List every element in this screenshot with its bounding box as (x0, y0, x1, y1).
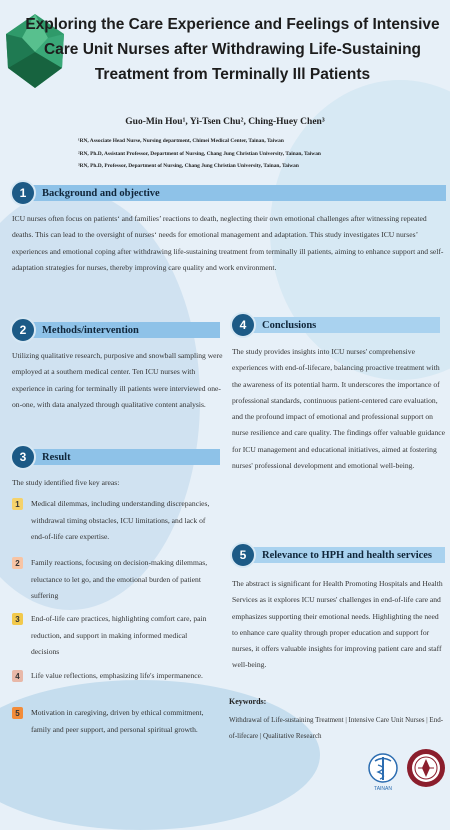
section-methods-header (10, 321, 220, 339)
section-number: 5 (230, 542, 256, 568)
list-item (12, 555, 216, 605)
section-conclusions-header (230, 316, 440, 334)
result-intro: The study identified five key areas: (12, 478, 120, 487)
list-item (12, 668, 216, 685)
list-item-text: End-of-life care practices, highlighting comfort care, pain reduction, and support in making informed medical decisions (31, 614, 207, 656)
methods-body: Utilizing qualitative research, purposive and snowball sampling were employed at a southern medical center. Ten ICU nurses with experience in caring for terminally ill patients were interviewed one-on-one, with data analyzed through qualitative content analysis. (12, 351, 223, 409)
list-number-badge: 4 (12, 670, 23, 682)
section-heading: Relevance to HPH and health services (240, 547, 445, 563)
section-result-header (10, 448, 220, 466)
logo-text: TAINAN (374, 786, 392, 792)
list-number-badge: 5 (12, 707, 23, 719)
section-heading: Result (20, 449, 220, 465)
section-heading: Background and objective (20, 185, 446, 201)
list-item-text: Motivation in caregiving, driven by ethical commitment, family and peer support, and personal spiritual growth. (31, 708, 204, 734)
background-body: ICU nurses often focus on patients‘ and families’ reactions to death, neglecting their own emotional challenges after witnessing repeated deaths. This can lead to the oversight of nurses‘ needs for emotional management and adaptation. This study investigates ICU nurses’ experiences and emotional coping after withdrawing life-sustaining treatment from terminally ill patients, aiming to enhance support and self-adaptation strategies for nurses, thereby improving care quality and work environment. (12, 214, 444, 272)
list-number-badge: 1 (12, 498, 23, 510)
list-number-badge: 2 (12, 557, 23, 569)
section-relevance-header (230, 546, 445, 564)
section-background-header (10, 184, 446, 202)
keywords-text: Withdrawal of Life-sustaining Treatment | Intensive Care Unit Nurses | End-of-lifecare | Qualitative Research (229, 716, 444, 740)
caduceus-logo-icon (365, 752, 401, 792)
list-item (12, 705, 216, 738)
section-heading: Conclusions (240, 317, 440, 333)
background-wave (0, 680, 320, 830)
affiliation-3: ³RN, Ph.D, Professor, Department of Nursing, Chang Jung Christian University, Tainan, Taiwan (78, 163, 299, 169)
list-item (12, 496, 216, 546)
list-number-badge: 3 (12, 613, 23, 625)
conclusions-body: The study provides insights into ICU nurses' comprehensive experiences with end-of-lifecare, balancing proactive treatment with the awareness of its potential harm. It underscores the importance of professional standards, continuous patient-centered care evaluation, and the profound impact of emotional and professional support on nurse resilience and care quality. The findings offer valuable guidance for ICU management and educational initiatives, aimed at fostering nurses' professional development and emotional well-being. (232, 347, 446, 471)
keywords-title: Keywords: (229, 697, 267, 706)
section-number: 1 (10, 180, 36, 206)
list-item-text: Life value reflections, emphasizing life's impermanence. (31, 671, 203, 680)
relevance-body: The abstract is significant for Health Promoting Hospitals and Health Services as it explores ICU nurses' challenges in end-of-life care and emphasizes supporting their emotional needs. Highlighting the need to enhance care quality through proper education and support for nurses, it offers valuable insights for improving patient care and staff well-being. (232, 579, 443, 670)
affiliations (78, 135, 448, 173)
affiliation-1: ¹RN, Associate Head Nurse, Nursing department, Chimei Medical Center, Tainan, Taiwan (78, 138, 284, 144)
university-seal-icon (406, 748, 446, 788)
affiliation-2: ²RN, Ph.D, Assistant Professor, Department of Nursing, Chang Jung Christian University, Tainan, Taiwan (78, 150, 321, 157)
list-item-text: Family reactions, focusing on decision-making dilemmas, reluctance to let go, and the emotional burden of patient suffering (31, 558, 208, 600)
authors: Guo-Min Hou¹, Yi-Tsen Chu², Ching-Huey Chen³ (125, 117, 325, 127)
section-heading: Methods/intervention (20, 322, 220, 338)
section-number: 2 (10, 317, 36, 343)
poster-title: Exploring the Care Experience and Feelings of Intensive Care Unit Nurses after Withdrawing Life-Sustaining Treatment from Terminally Ill Patients (25, 16, 440, 83)
section-number: 3 (10, 444, 36, 470)
list-item (12, 611, 216, 661)
section-number: 4 (230, 312, 256, 338)
list-item-text: Medical dilemmas, including understanding discrepancies, withdrawal timing obstacles, ICU limitations, and lack of end-of-life care expertise. (31, 499, 210, 541)
